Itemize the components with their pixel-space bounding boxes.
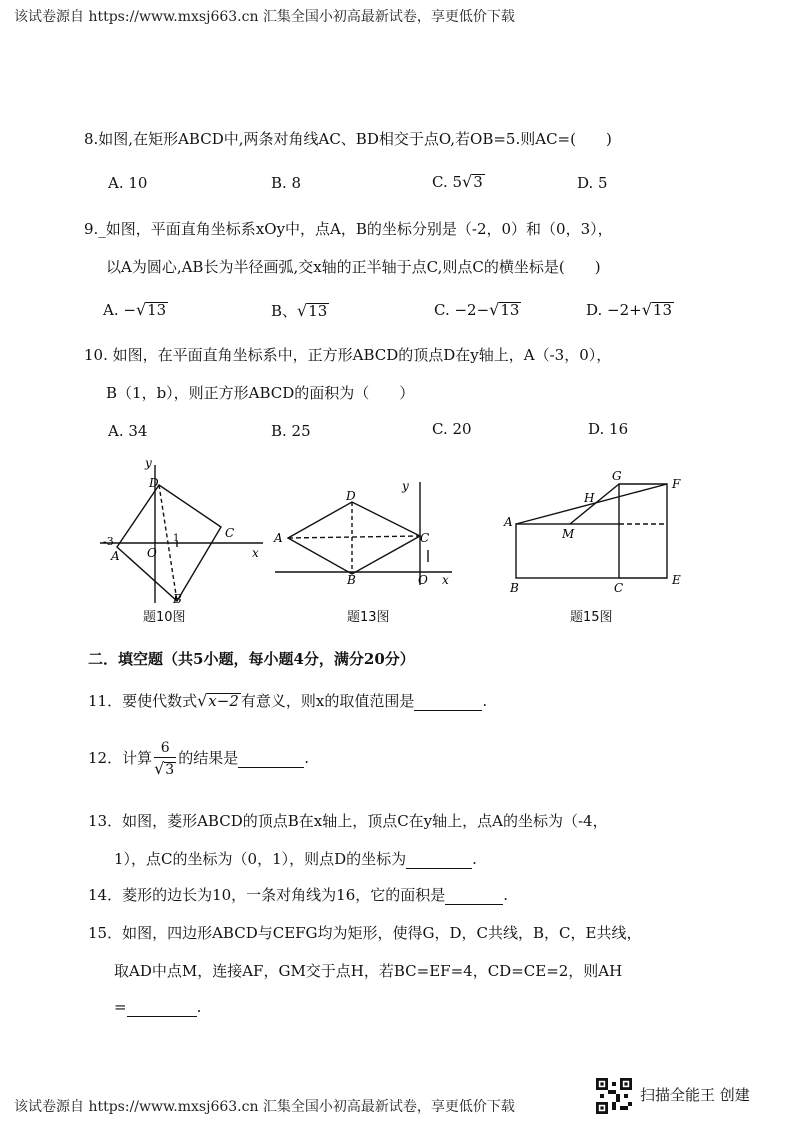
q8-option-d: D. 5 [577, 174, 608, 192]
fig15-label-h: H [584, 491, 595, 505]
fig10-label-a: A [111, 549, 120, 563]
question-10-line1: 10. 如图，在平面直角坐标系中，正方形ABCD的顶点D在y轴上，A（-3，0）， [84, 346, 612, 364]
q10-option-a: A. 34 [108, 422, 148, 440]
question-15-line2: 取AD中点M，连接AF，GM交于点H，若BC=EF=4，CD=CE=2，则AH [114, 962, 623, 980]
question-15-line3: = . [114, 998, 202, 1016]
fig13-label-c: C [420, 531, 430, 545]
scanner-watermark: 扫描全能王 创建 [640, 1086, 750, 1104]
fig10-label-x: x [252, 546, 259, 560]
question-10-line2: B（1，b），则正方形ABCD的面积为（ ） [106, 384, 415, 402]
fig10-label-y: y [145, 456, 152, 470]
q8-option-b: B. 8 [271, 174, 302, 192]
fig15-label-a: A [504, 515, 513, 529]
fig13-label-y: y [402, 479, 409, 493]
fig13-label-x: x [442, 573, 449, 587]
fig15-caption: 题15图 [570, 610, 613, 625]
q9-option-a: A. −√13 [103, 300, 167, 319]
fig15-label-f: F [672, 477, 681, 491]
figure-13 [270, 470, 460, 610]
fig10-label-o: O [147, 546, 157, 560]
fig15-label-m: M [562, 527, 575, 541]
question-9-line2: 以A为圆心,AB长为半径画弧,交x轴的正半轴于点C,则点C的横坐标是( ) [106, 258, 601, 276]
question-11: 11．要使代数式√x−2 有意义，则x的取值范围是 . [88, 691, 488, 710]
qr-code-icon [596, 1078, 632, 1114]
fig10-label-b: B [173, 592, 182, 605]
question-12: 12．计算 $\frac{6}{√3}$ 的结果是 . [88, 740, 310, 778]
question-9-line1: 9._如图，平面直角坐标系xOy中，点A，B的坐标分别是（-2，0）和（0，3）， [84, 220, 613, 238]
fig15-label-b: B [510, 581, 519, 595]
question-8-text: 8.如图,在矩形ABCD中,两条对角线AC、BD相交于点O,若OB=5.则AC=( ) [84, 130, 612, 148]
q9-option-d: D. −2+√13 [586, 300, 673, 319]
section-2-title: 二．填空题（共5小题，每小题4分，满分20分） [88, 650, 415, 668]
q10-option-b: B. 25 [271, 422, 311, 440]
q8-option-c: C. 5√3 [432, 172, 483, 191]
page-footer: 该试卷源自 https://www.mxsj663.cn 汇集全国小初高最新试卷，享更低价下载 [14, 1099, 515, 1115]
fig15-label-g: G [612, 469, 622, 483]
fig13-label-o: O [418, 573, 428, 587]
fig13-label-a: A [274, 531, 283, 545]
q8-option-a: A. 10 [108, 174, 148, 192]
question-14: 14．菱形的边长为10，一条对角线为16，它的面积是 . [88, 886, 509, 904]
q10-option-c: C. 20 [432, 420, 472, 438]
page-header: 该试卷源自 https://www.mxsj663.cn 汇集全国小初高最新试卷，享更低价下载 [14, 9, 515, 25]
fig10-label-c: C [225, 526, 235, 540]
figure-10 [95, 455, 270, 605]
q9-option-b: B、√13 [271, 301, 328, 320]
fig13-caption: 题13图 [347, 610, 390, 625]
fig10-label-1: 1 [173, 533, 180, 544]
fig10-caption: 题10图 [143, 610, 186, 625]
fig10-label-minus3: -3 [103, 535, 114, 548]
fig15-label-c: C [614, 581, 624, 595]
fig15-label-e: E [672, 573, 681, 587]
question-13-line1: 13．如图，菱形ABCD的顶点B在x轴上，顶点C在y轴上，点A的坐标为（-4， [88, 812, 608, 830]
figure-15 [500, 468, 700, 598]
q10-option-d: D. 16 [588, 420, 629, 438]
fig13-label-b: B [347, 573, 356, 587]
q9-option-c: C. −2−√13 [434, 300, 520, 319]
question-15-line1: 15．如图，四边形ABCD与CEFG均为矩形，使得G，D，C共线，B，C，E共线， [88, 924, 642, 942]
fig13-label-d: D [346, 489, 356, 503]
fig10-label-d: D [149, 476, 159, 490]
question-13-line2: 1），点C的坐标为（0，1），则点D的坐标为 . [114, 850, 477, 868]
